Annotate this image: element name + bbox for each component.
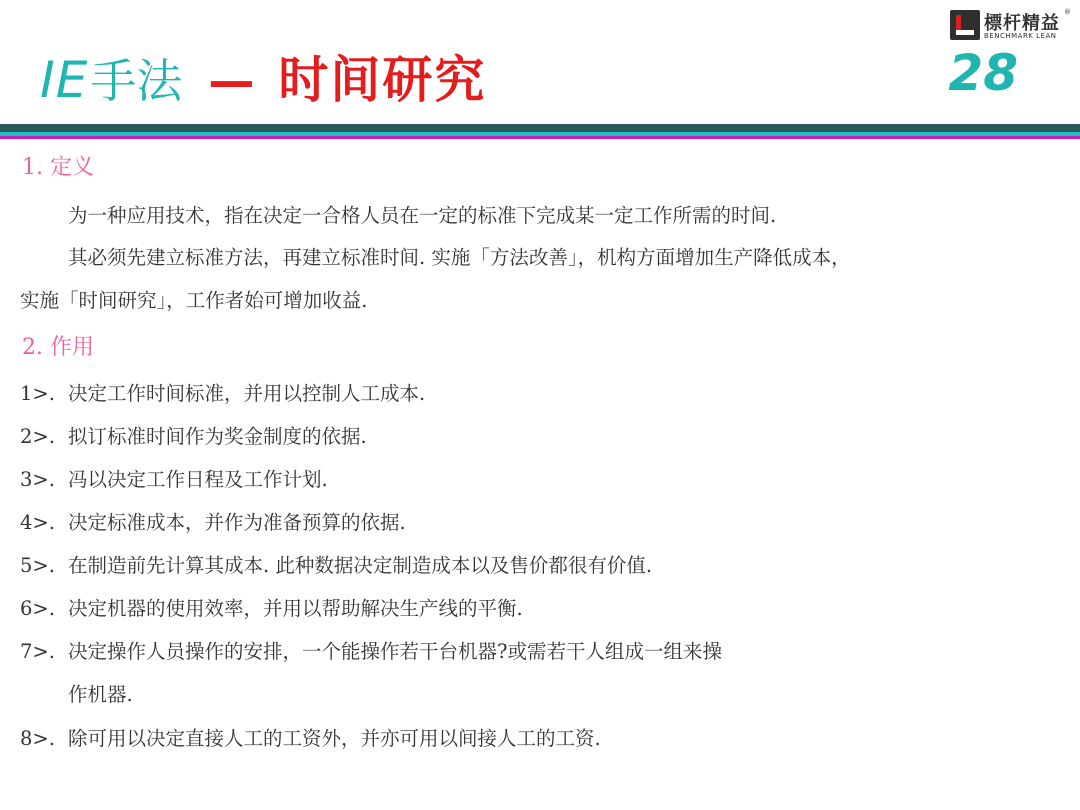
definition-line-2: 其必须先建立标准方法，再建立标准时间. 实施「方法改善」，机构方面增加生产降低成本， xyxy=(68,246,851,269)
function-item xyxy=(20,464,328,492)
item-text: 决定工作时间标准，并用以控制人工成本. xyxy=(68,382,426,405)
section-heading-definition: 1. 定义 xyxy=(22,155,94,180)
item-number: 6>. xyxy=(20,597,55,620)
item-text: 决定标准成本，并作为准备预算的依据. xyxy=(68,511,406,534)
item-text: 在制造前先计算其成本. 此种数据决定制造成本以及售价都很有价值. xyxy=(68,554,653,577)
title-ie: IE xyxy=(40,51,89,109)
function-item-continuation: 作机器. xyxy=(68,683,133,706)
item-text: 决定操作人员操作的安排，一个能操作若干台机器?或需若干人组成一组来操 xyxy=(68,640,722,663)
page-number: 28 xyxy=(948,44,1018,102)
definition-line-3: 实施「时间研究」，工作者始可增加收益. xyxy=(20,289,368,312)
logo-registered-mark: ® xyxy=(1064,8,1071,16)
function-item xyxy=(20,593,523,621)
item-number: 2>. xyxy=(20,425,55,448)
function-item xyxy=(20,636,722,664)
title-method: 手法 xyxy=(90,54,183,108)
item-number: 5>. xyxy=(20,554,55,577)
item-text: 除可用以决定直接人工的工资外，并亦可用以间接人工的工资. xyxy=(68,727,601,750)
item-text: 决定机器的使用效率，并用以帮助解决生产线的平衡. xyxy=(68,597,523,620)
function-item xyxy=(20,723,601,751)
item-number: 8>. xyxy=(20,727,55,750)
function-item xyxy=(20,507,406,535)
logo-name: 標杆精益 xyxy=(984,13,1060,34)
section-heading-function: 2. 作用 xyxy=(22,335,94,360)
item-number: 3>. xyxy=(20,468,55,491)
definition-line-1: 为一种应用技术，指在决定一合格人员在一定的标准下完成某一定工作所需的时间. xyxy=(68,204,777,227)
item-text: 拟订标准时间作为奖金制度的依据. xyxy=(68,425,367,448)
title-main: 时间研究 xyxy=(278,51,487,109)
item-number: 1>. xyxy=(20,382,55,405)
function-item xyxy=(20,421,367,449)
item-number: 7>. xyxy=(20,640,55,663)
function-item xyxy=(20,378,425,406)
function-item xyxy=(20,550,652,578)
item-text: 冯以决定工作日程及工作计划. xyxy=(68,468,328,491)
logo-subtitle: BENCHMARK LEAN xyxy=(984,32,1057,40)
item-number: 4>. xyxy=(20,511,55,534)
title-dash: — xyxy=(208,54,255,108)
